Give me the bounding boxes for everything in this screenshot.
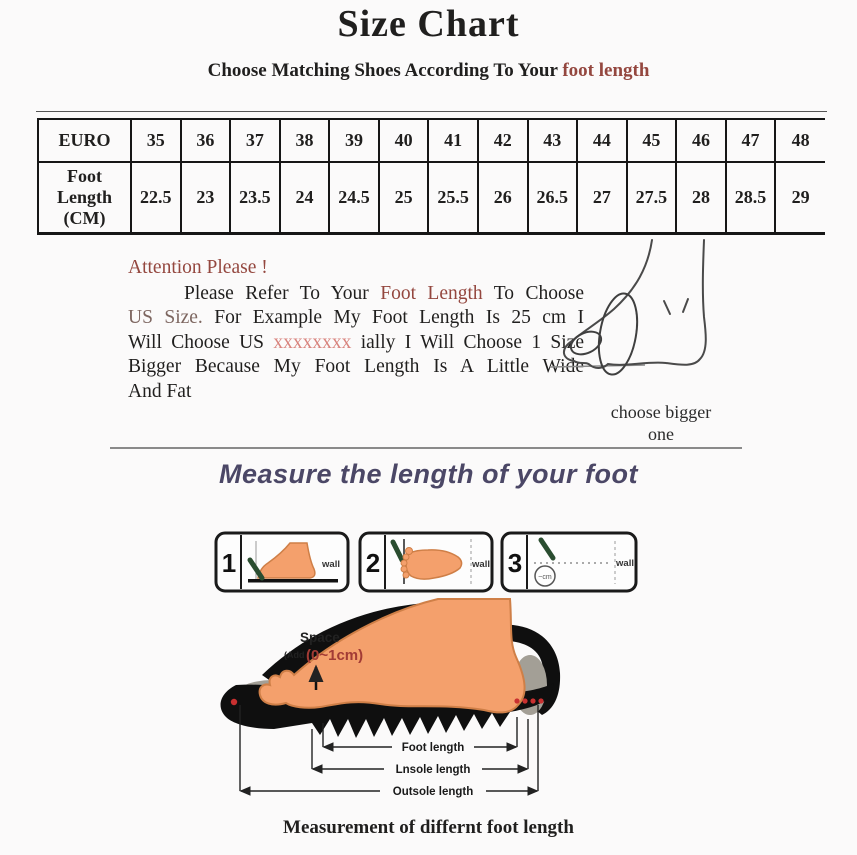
page-title: Size Chart <box>337 3 520 45</box>
measure-step3-panel <box>500 531 638 593</box>
euro-header-cell: EURO <box>38 119 131 162</box>
attention-text: Will Choose US <box>128 331 274 353</box>
measure-section-heading: Measure the length of your foot <box>218 459 638 489</box>
subtitle-text: Choose Matching Shoes According To Your <box>207 60 563 81</box>
section-divider <box>110 447 742 449</box>
attention-text: Please Refer To Your <box>184 282 381 304</box>
table-top-rule <box>36 111 827 112</box>
cm-cell: 22.5 <box>131 162 181 234</box>
euro-cell: 43 <box>528 119 578 162</box>
red-dot <box>231 699 237 705</box>
choose-bigger-note: choose bigger one <box>610 402 712 444</box>
shoe-measurement-illustration <box>212 597 656 811</box>
space-add-label: (Add <box>284 650 305 660</box>
space-range-label: (0~1cm) <box>306 647 364 664</box>
foot-length-label: Foot length <box>401 742 465 754</box>
euro-cell: 45 <box>627 119 677 162</box>
cm-cell: 25.5 <box>428 162 478 234</box>
measure-step1-panel <box>214 531 350 593</box>
toe-icon <box>403 554 409 560</box>
step-number: 3 <box>507 548 523 578</box>
attention-line <box>128 331 584 356</box>
attention-line <box>128 306 584 331</box>
space-label: Space <box>300 630 340 645</box>
toe-icon <box>406 548 413 555</box>
toe-icon <box>403 572 409 578</box>
bottom-caption: Measurement of differnt foot length <box>283 817 574 838</box>
attention-heading: Attention Please ! <box>128 257 268 278</box>
toe-icon <box>401 560 407 566</box>
wall-label: wall <box>322 559 340 570</box>
euro-cell: 46 <box>676 119 726 162</box>
cm-cell: 26 <box>478 162 528 234</box>
attention-line: And Fat <box>128 380 192 402</box>
step-number: 1 <box>221 548 237 578</box>
cm-cell: 23.5 <box>230 162 280 234</box>
foot-side-sketch-illustration <box>548 237 748 409</box>
euro-cell: 41 <box>428 119 478 162</box>
euro-cell: 47 <box>726 119 776 162</box>
measure-step2-panel <box>358 531 494 593</box>
wall-label: wall <box>472 559 490 570</box>
euro-cell: 39 <box>329 119 379 162</box>
cm-cell: 24 <box>280 162 330 234</box>
red-dot <box>522 698 527 703</box>
euro-cell: 40 <box>379 119 429 162</box>
cm-cell: 29 <box>775 162 825 234</box>
wall-label: wall <box>616 558 634 569</box>
footlength-header-cell: Foot Length (CM) <box>38 162 131 234</box>
euro-cell: 38 <box>280 119 330 162</box>
euro-cell: 44 <box>577 119 627 162</box>
red-dot <box>514 698 519 703</box>
cm-cell: 28.5 <box>726 162 776 234</box>
outsole-length-label: Outsole length <box>392 786 474 798</box>
euro-cell: 42 <box>478 119 528 162</box>
euro-cell: 35 <box>131 119 181 162</box>
subtitle-highlight: foot length <box>562 60 650 81</box>
attention-text: ially I Will Choose 1 Size <box>351 331 584 353</box>
euro-cell: 37 <box>230 119 280 162</box>
euro-cell: 36 <box>181 119 231 162</box>
attention-text: To Choose <box>482 282 584 304</box>
red-dot <box>530 698 535 703</box>
toe-icon <box>401 566 407 572</box>
cm-cell: 25 <box>379 162 429 234</box>
size-chart-table <box>37 118 825 235</box>
wide-pointer-line <box>550 365 645 367</box>
step-number: 2 <box>365 548 381 578</box>
attention-line: Bigger Because My Foot Length Is A Little Wide <box>128 356 584 377</box>
cm-cell: 28 <box>676 162 726 234</box>
attention-text-maroon: Foot Length <box>380 282 483 304</box>
attention-text: For Example My Foot Length Is 25 cm I <box>202 307 585 328</box>
cm-cell: 27.5 <box>627 162 677 234</box>
euro-cell: 48 <box>775 119 825 162</box>
cm-cell: 27 <box>577 162 627 234</box>
subtitle <box>0 60 857 82</box>
table-row-euro <box>38 119 825 162</box>
cm-cell: 24.5 <box>329 162 379 234</box>
cm-cell: 26.5 <box>528 162 578 234</box>
insole-length-label: Lnsole length <box>395 764 471 776</box>
cm-label: ~cm <box>538 574 552 581</box>
attention-text-dim: US Size. <box>128 307 203 328</box>
cm-cell: 23 <box>181 162 231 234</box>
table-row-footlength <box>38 162 825 234</box>
attention-line <box>128 282 584 307</box>
attention-block <box>128 256 584 404</box>
attention-text-pink: xxxxxxxx <box>273 331 352 353</box>
ankle-dashes <box>664 299 688 314</box>
red-dot <box>538 698 543 703</box>
